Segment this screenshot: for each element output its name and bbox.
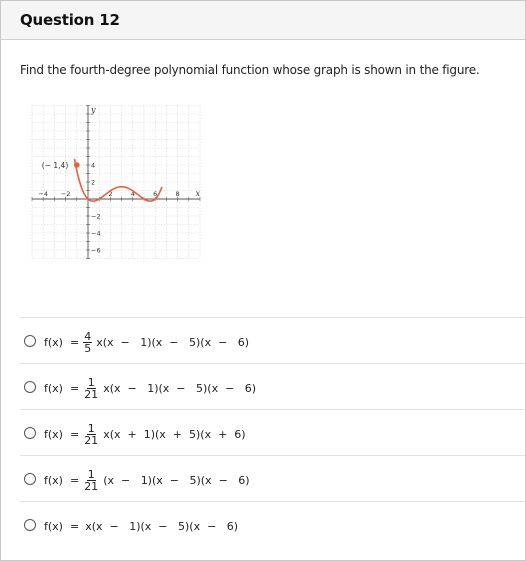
y-tick-label: −4 xyxy=(91,229,101,238)
y-axis-label: y xyxy=(91,105,96,115)
answer-option-3[interactable] xyxy=(20,409,525,458)
option-3-fraction: $\frac{1}{21}$ xyxy=(84,421,99,447)
answer-option-5[interactable] xyxy=(20,501,525,550)
option-4-fraction: $\frac{1}{21}$ xyxy=(84,467,99,493)
y-tick-label: 4 xyxy=(91,161,96,170)
y-tick-label: −6 xyxy=(91,246,101,255)
graph-tick-labels xyxy=(38,162,179,255)
question-prompt: Find the fourth-degree polynomial function whose graph is shown in the figure. xyxy=(20,63,480,77)
x-tick-label: −4 xyxy=(38,190,48,198)
polynomial-graph xyxy=(20,101,210,291)
option-4-radio[interactable] xyxy=(24,473,36,485)
option-5-radio[interactable] xyxy=(24,519,36,531)
question-title: Question 12 xyxy=(20,11,120,29)
option-5-expression: f(x) = x(x − 1)(x − 5)(x − 6) xyxy=(44,519,239,533)
x-tick-label: 2 xyxy=(108,190,113,198)
answer-option-1[interactable] xyxy=(20,317,525,366)
x-tick-label: 6 xyxy=(153,190,158,198)
option-3-expression: f(x) = $\frac{1}{21}$ x(x + 1)(x + 5)(x + 6) xyxy=(44,421,246,447)
marked-point xyxy=(74,162,80,168)
x-tick-label: −2 xyxy=(60,190,71,198)
question-header xyxy=(1,1,525,40)
x-tick-label: 8 xyxy=(175,190,180,198)
option-1-radio[interactable] xyxy=(24,335,36,347)
marked-point-label: (− 1,4) xyxy=(41,161,69,170)
option-1-expression: f(x) = $\frac{4}{5}$ x(x − 1)(x − 5)(x − 6) xyxy=(44,329,250,355)
option-2-fraction: $\frac{1}{21}$ xyxy=(84,375,99,401)
option-2-expression: f(x) = $\frac{1}{21}$ x(x − 1)(x − 5)(x − 6) xyxy=(44,375,257,401)
answer-option-4[interactable] xyxy=(20,455,525,504)
x-axis-label: x xyxy=(195,189,201,198)
answer-option-2[interactable] xyxy=(20,363,525,412)
option-4-expression: f(x) = $\frac{1}{21}$ (x − 1)(x − 5)(x − 6) xyxy=(44,467,250,493)
option-1-fraction: $\frac{4}{5}$ xyxy=(84,329,92,355)
graph-grid xyxy=(32,106,200,259)
y-tick-label: −2 xyxy=(91,212,101,221)
x-tick-label: 4 xyxy=(130,190,135,198)
y-tick-label: 2 xyxy=(91,178,96,187)
option-3-radio[interactable] xyxy=(24,427,36,439)
option-2-radio[interactable] xyxy=(24,381,36,393)
